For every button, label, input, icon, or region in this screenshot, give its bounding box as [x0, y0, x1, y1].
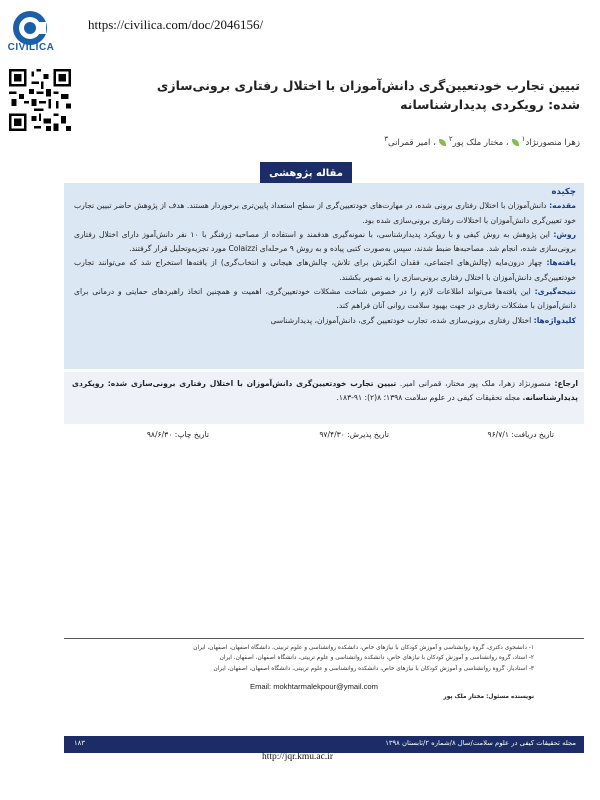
- citation-title: تبیین تجارب خودتعیین‌گری دانش‌آموزان با اختلال رفتاری برونی‌سازی شده: رویکردی پدیدارشناسانه.: [72, 379, 578, 402]
- dates-row: [64, 430, 554, 444]
- journal-site-url[interactable]: http://jqr.kmu.ac.ir: [262, 752, 333, 762]
- footnotes: [64, 643, 534, 674]
- abstract-box: [64, 183, 584, 369]
- author-affiliation-number: ۲: [448, 134, 453, 143]
- page-number: ۱۸۳: [74, 739, 85, 747]
- received-date: تاریخ دریافت: ۹۶/۷/۱: [487, 430, 554, 439]
- findings-text: چهار درون‌مایه (چالش‌های اجتماعی، فقدان انگیزش برای تلاش، چالش‌های هیجانی و انتخاب‌گری) از یافته‌ها استخراج شد که می‌توانند تجارب خودتعیین‌گری دانش‌آموزان با اختلال رفتاری برونی‌سازی را به تصویر بکشند.: [74, 258, 576, 282]
- keywords-text: اختلال رفتاری برونی‌سازی شده، تجارب خودتعیین گری، دانش‌آموزان، پدیدارشناسی: [270, 315, 532, 325]
- author-name: امیر قمرانی: [388, 137, 431, 148]
- abstract-heading: چکیده: [551, 187, 576, 197]
- journal-issue: مجله تحقیقات کیفی در علوم سلامت/سال ۸/شماره ۲/تابستان ۱۳۹۸: [385, 739, 576, 747]
- leaf-icon: [512, 139, 519, 146]
- citation-authors: منصورنژاد زهرا، ملک پور مختار، قمرانی امیر.: [399, 379, 551, 388]
- conclusion-text: این یافته‌ها می‌تواند اطلاعات لازم را در خصوص شناخت مشکلات خودتعیین‌گری، اهمیت و همچنین اتخاذ راهبردهای حمایتی و درمانی برای دانش‌آموزان با مشکلات رفتاری در جهت بهبود سلامت روانی آنان فراهم کند.: [74, 287, 576, 311]
- leaf-icon: [439, 139, 446, 146]
- author-affiliation-number: ۳: [384, 134, 389, 143]
- document-url[interactable]: https://civilica.com/doc/2046156/: [88, 17, 264, 32]
- journal-footer-bar: [64, 736, 584, 753]
- method-label: روش:: [553, 229, 576, 239]
- author-list: زهرا منصورنژاد$^۱$، مختار ملک پور$^۲$، امیر قمرانی$^۳$: [384, 134, 580, 148]
- introduction-text: دانش‌آموزان با اختلال رفتاری برونی شده، در مهارت‌های خودتعیین‌گری از سطح استعداد پایین‌تری برخوردار هستند. هدف از پژوهش حاضر تبیین تجارب خود تعیین‌گری دانش‌آموزان با اختلالات رفتاری برونی‌سازی شده بود.: [74, 201, 576, 225]
- corresponding-email[interactable]: Email: mokhtarmalekpour@ymail.com: [250, 682, 378, 691]
- abstract-introduction: [74, 199, 576, 228]
- abstract-findings: [74, 256, 576, 285]
- author-affiliation-number: ۱: [521, 134, 526, 143]
- conclusion-label: نتیجه‌گیری:: [534, 287, 577, 297]
- author-name: زهرا منصورنژاد: [525, 137, 580, 148]
- footnote-item: ۲- استاد، گروه روانشناسی و آموزش کودکان با نیازهای خاص، دانشکده روانشناسی و علوم تربیتی، دانشگاه اصفهان، اصفهان، ایران: [219, 655, 534, 662]
- footnote-item: ۱- دانشجوی دکتری، گروه روانشناسی و آموزش کودکان با نیازهای خاص، دانشکده روانشناسی و علوم تربیتی، دانشگاه اصفهان، اصفهان، ایران: [193, 645, 534, 651]
- findings-label: یافته‌ها:: [546, 258, 576, 268]
- published-date: تاریخ چاپ: ۹۸/۶/۳۰: [146, 430, 209, 439]
- abstract-keywords: [74, 314, 576, 328]
- citation-journal: مجله تحقیقات کیفی در علوم سلامت ۱۳۹۸؛ ۸(۲): ۹۱-۱۸۳.: [336, 393, 521, 402]
- paper-title: تبیین تجارب خودتعیین‌گری دانش‌آموزان با اختلال رفتاری برونی‌سازی شده: رویکردی پدیدارشناسانه: [156, 78, 580, 112]
- footnote-item: ۳- استادیار، گروه روانشناسی و آموزش کودکان با نیازهای خاص، دانشکده روانشناسی و علوم تربیتی، دانشگاه اصفهان، اصفهان، ایران: [213, 665, 534, 672]
- qr-code-icon: [9, 69, 71, 131]
- citation-box: [64, 372, 584, 424]
- logo-text: CIVILICA: [7, 42, 55, 53]
- citation-label: ارجاع:: [554, 379, 579, 388]
- method-text: این پژوهش به روش کیفی و با رویکرد پدیدارشناسی، با نمونه‌گیری هدفمند و استفاده از مصاحبه ژرفنگر با ۱۰ نفر دانش‌آموز دارای اختلال رفتاری برونی‌سازی شده، انجام شد. مصاحبه‌ها ضبط شدند، سپس به‌صورت کتبی پیاده و به روش ۹ مرحله‌ای Colaizzi مورد تجزیه‌وتحلیل قرار گرفتند.: [74, 229, 576, 254]
- corresponding-author: نویسنده مسئول: مختار ملک پور: [443, 694, 534, 700]
- author-name: مختار ملک پور: [452, 137, 504, 148]
- keywords-label: کلیدواژه‌ها:: [533, 315, 576, 325]
- introduction-label: مقدمه:: [549, 201, 576, 211]
- footnote-divider: [64, 638, 584, 639]
- accepted-date: تاریخ پذیرش: ۹۷/۴/۳۰: [319, 430, 389, 439]
- abstract-conclusion: [74, 285, 576, 314]
- abstract-method: [74, 228, 576, 257]
- article-type-badge: مقاله پژوهشی: [260, 162, 352, 186]
